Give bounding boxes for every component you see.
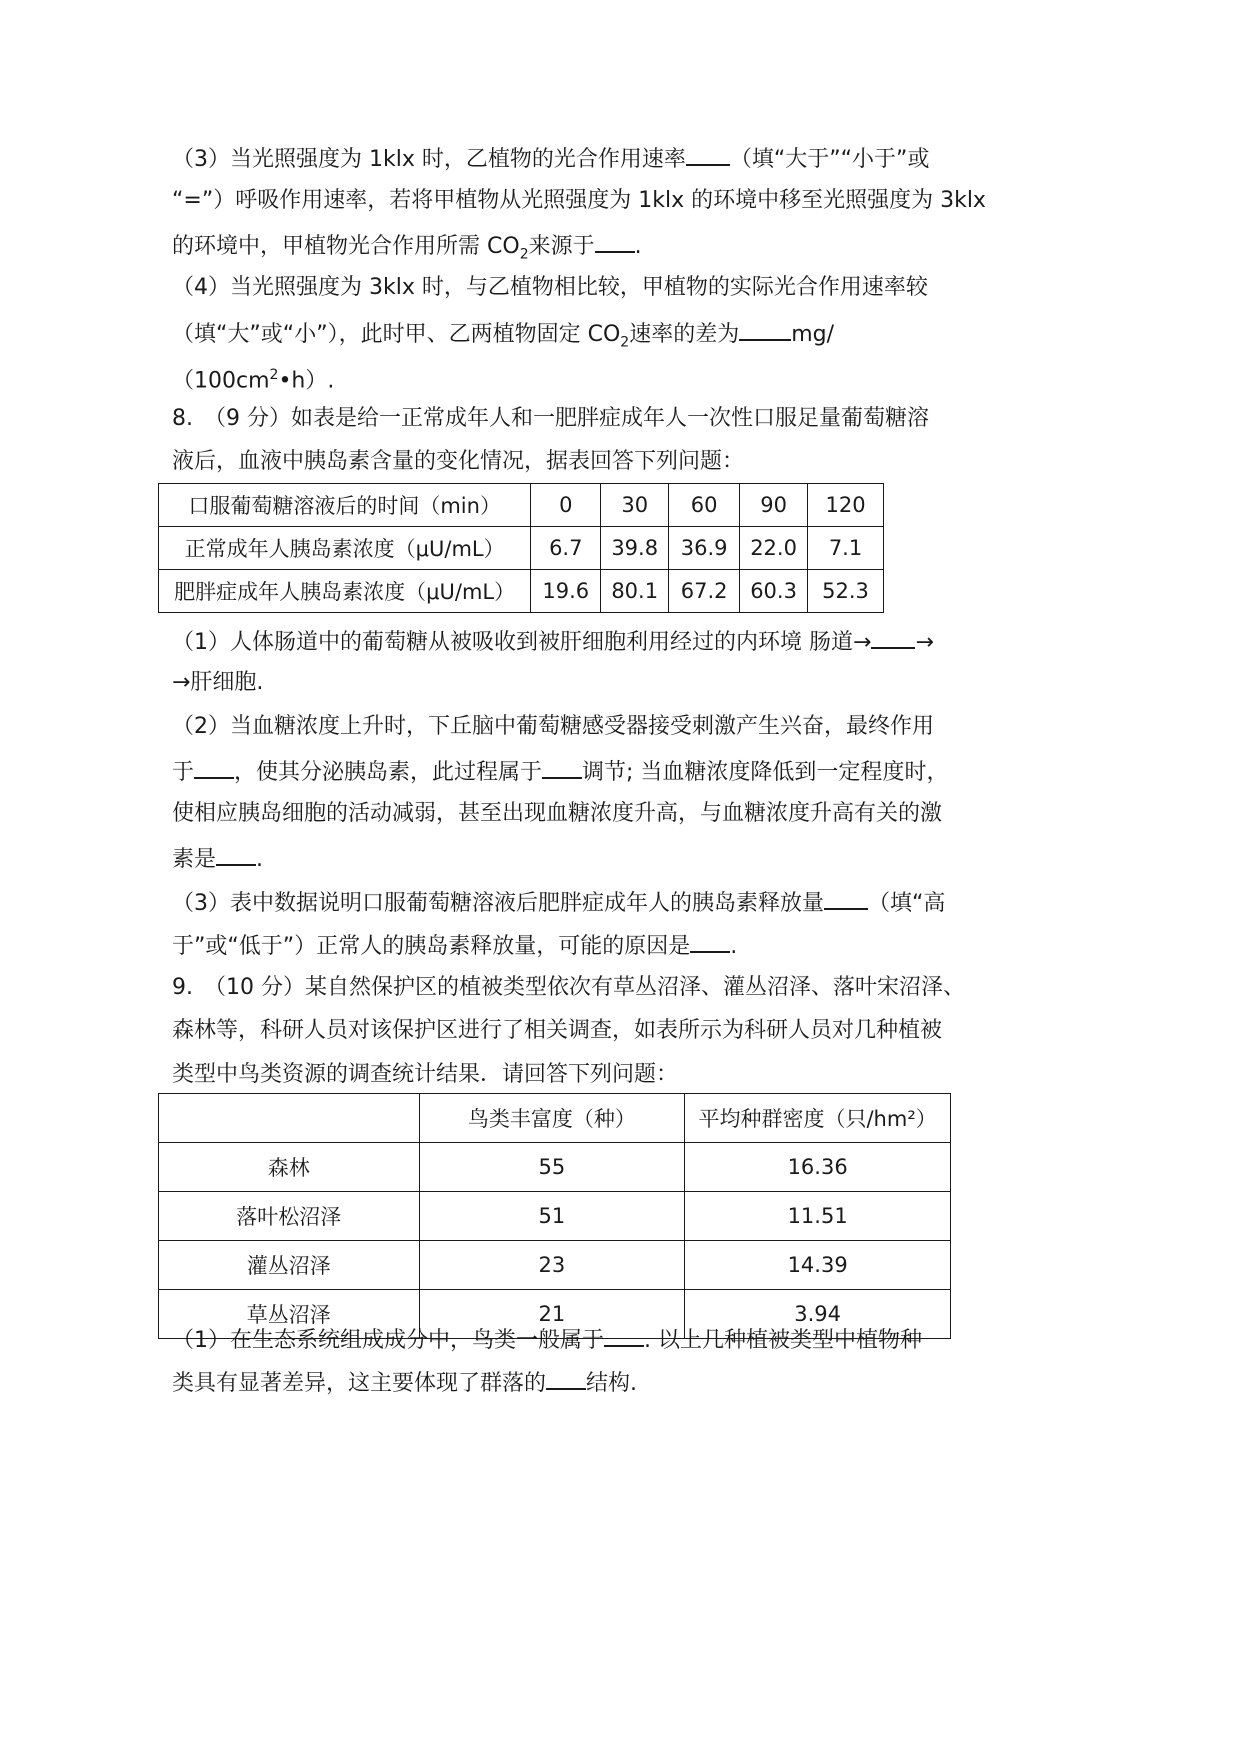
table-cell: 肥胖症成年人胰岛素浓度（μU/mL）: [159, 570, 531, 613]
table-cell: 30: [601, 484, 669, 527]
table-cell: 36.9: [669, 527, 740, 570]
answer-blank: [546, 1366, 586, 1390]
table-cell: 60.3: [740, 570, 808, 613]
table-cell: 16.36: [685, 1143, 951, 1192]
table-cell: 60: [669, 484, 740, 527]
q8-intro-line1: 8. （9 分）如表是给一正常成年人和一肥胖症成年人一次性口服足量葡萄糖溶: [172, 406, 929, 431]
q9-intro-line3: 类型中鸟类资源的调查统计结果．请回答下列问题：: [172, 1062, 679, 1087]
q9-p1-line1: （1）在生态系统组成成分中，鸟类一般属于 . 以上几种植被类型中植物种: [172, 1323, 922, 1356]
table-cell: 120: [808, 484, 884, 527]
table-cell: 22.0: [740, 527, 808, 570]
table-row: [159, 484, 884, 527]
table-cell: 7.1: [808, 527, 884, 570]
table-cell: 23: [419, 1241, 685, 1290]
table-header-row: [159, 1094, 951, 1143]
table-cell: 鸟类丰富度（种）: [419, 1094, 685, 1143]
answer-blank: [216, 842, 256, 866]
answer-blank: [604, 1323, 644, 1347]
answer-blank: [871, 625, 915, 649]
table-cell: 草丛沼泽: [159, 1290, 420, 1339]
table-cell: 90: [740, 484, 808, 527]
table-row: [159, 527, 884, 570]
answer-blank: [824, 886, 868, 910]
q8-p2-line2: 于 ，使其分泌胰岛素，此过程属于 调节; 当血糖浓度降低到一定程度时，: [172, 755, 948, 788]
table-row: [159, 570, 884, 613]
table-row: [159, 1143, 951, 1192]
table-cell: 6.7: [531, 527, 601, 570]
table-cell: 正常成年人胰岛素浓度（μU/mL）: [159, 527, 531, 570]
q7-p4-line3: $(100cm^2•h)$.: [172, 367, 335, 394]
answer-blank: [690, 929, 730, 953]
table-cell: 落叶松沼泽: [159, 1192, 420, 1241]
q7-p3-line1: （3）当光照强度为 1klx 时，乙植物的光合作用速率 （填“大于”“小于”或: [172, 142, 929, 175]
table-cell: 灌丛沼泽: [159, 1241, 420, 1290]
q8-p3-line1: （3）表中数据说明口服葡萄糖溶液后肥胖症成年人的胰岛素释放量 （填“高: [172, 886, 945, 919]
q7-p4-line1: （4）当光照强度为 3klx 时，与乙植物相比较，甲植物的实际光合作用速率较: [172, 275, 928, 300]
table-row: [159, 1241, 951, 1290]
table-cell: 80.1: [601, 570, 669, 613]
q8-p2-line1: （2）当血糖浓度上升时，下丘脑中葡萄糖感受器接受刺激产生兴奋，最终作用: [172, 714, 934, 739]
table-cell: 11.51: [685, 1192, 951, 1241]
q8-p1-line2: →肝细胞.: [172, 670, 264, 695]
table-cell: 55: [419, 1143, 685, 1192]
table-cell: 14.39: [685, 1241, 951, 1290]
q8-p2-line4: 素是 .: [172, 842, 263, 875]
table-cell: [159, 1094, 420, 1143]
answer-blank: [542, 755, 582, 779]
q8-intro-line2: 液后，血液中胰岛素含量的变化情况，据表回答下列问题：: [172, 449, 745, 474]
answer-blank: [595, 229, 635, 253]
answer-blank: [686, 142, 730, 166]
q8-p3-line2: 于”或“低于”）正常人的胰岛素释放量，可能的原因是 .: [172, 929, 737, 962]
answer-blank: [194, 755, 234, 779]
table-cell: 0: [531, 484, 601, 527]
table-cell: 52.3: [808, 570, 884, 613]
table-cell: 森林: [159, 1143, 420, 1192]
q9-p1-line2: 类具有显著差异，这主要体现了群落的 结构.: [172, 1366, 637, 1399]
q9-intro-line2: 森林等，科研人员对该保护区进行了相关调查，如表所示为科研人员对几种植被: [172, 1018, 943, 1043]
answer-blank: [739, 317, 791, 341]
q8-p1-line1: （1）人体肠道中的葡萄糖从被吸收到被肝细胞利用经过的内环境 肠道→ →: [172, 625, 934, 658]
q7-p3-line3: 的环境中，甲植物光合作用所需 $CO_2$来源于 .: [172, 229, 642, 269]
table-cell: 51: [419, 1192, 685, 1241]
table-cell: 平均种群密度（只/hm²）: [685, 1094, 951, 1143]
bird-survey-table: [158, 1093, 951, 1339]
table-cell: 19.6: [531, 570, 601, 613]
q8-p2-line3: 使相应胰岛细胞的活动减弱，甚至出现血糖浓度升高，与血糖浓度升高有关的激: [172, 801, 943, 826]
insulin-table: [158, 483, 884, 613]
table-cell: 3.94: [685, 1290, 951, 1339]
table-cell: 口服葡萄糖溶液后的时间（min）: [159, 484, 531, 527]
q7-p3-line2: “=”）呼吸作用速率，若将甲植物从光照强度为 1klx 的环境中移至光照强度为 3klx: [172, 188, 986, 213]
table-cell: 21: [419, 1290, 685, 1339]
q9-intro-line1: 9. （10 分）某自然保护区的植被类型依次有草丛沼泽、灌丛沼泽、落叶宋沼泽、: [172, 975, 965, 1000]
table-cell: 67.2: [669, 570, 740, 613]
table-row: [159, 1192, 951, 1241]
q7-p4-line2: （填“大”或“小”），此时甲、乙两植物固定 $CO_2$速率的差为 mg/: [172, 317, 834, 357]
table-cell: 39.8: [601, 527, 669, 570]
